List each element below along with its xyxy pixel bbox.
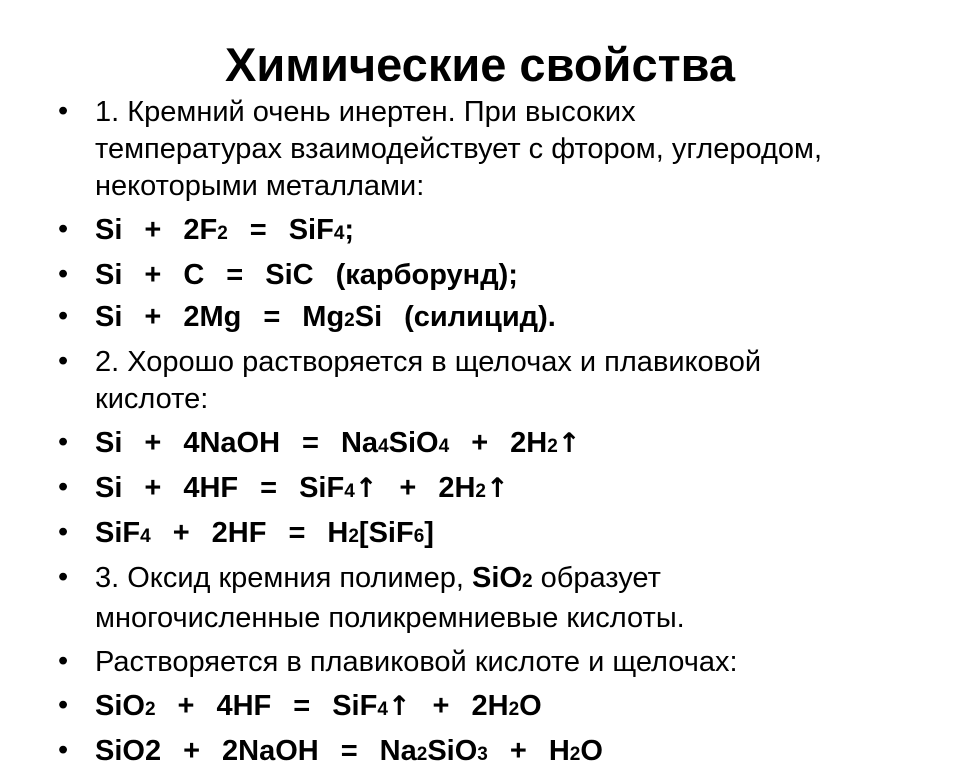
- equation-text: SiF4 + 2HF = H2[SiF6]: [95, 517, 434, 549]
- text-item: [58, 94, 938, 205]
- bullet-icon: •: [58, 258, 69, 290]
- equation-text: Si + 2F2 = SiF4;: [95, 214, 355, 246]
- subscript: 2: [508, 699, 520, 720]
- up-arrow-icon: ↑: [486, 473, 509, 504]
- subscript: 4: [344, 481, 355, 502]
- up-arrow-icon: ↑: [557, 428, 581, 459]
- subscript: 2: [217, 223, 228, 244]
- bullet-icon: •: [58, 95, 69, 127]
- text-line: многочисленные поликремниевые кислоты.: [95, 602, 685, 634]
- formula-inline: SiO2: [471, 562, 533, 594]
- text-line: 1. Кремний очень инертен. При высоких: [95, 96, 636, 128]
- subscript: 4: [438, 436, 450, 457]
- subscript: 4: [140, 526, 151, 547]
- text-item: [58, 344, 938, 418]
- bullet-icon: •: [58, 645, 69, 677]
- slide-title: Химические свойства: [224, 38, 736, 91]
- up-arrow-icon: ↑: [354, 473, 378, 504]
- subscript: 6: [413, 526, 425, 547]
- equation-item: [58, 257, 938, 294]
- bullet-icon: •: [58, 689, 69, 721]
- bullet-icon: •: [58, 426, 69, 458]
- equation-text: SiO2 + 2NaOH = Na2SiO3 + H2O: [95, 735, 603, 767]
- equation-item: [58, 733, 938, 773]
- bullet-icon: •: [58, 213, 69, 245]
- bullet-icon: •: [58, 734, 69, 766]
- subscript: 2: [344, 310, 355, 331]
- subscript: 2: [475, 481, 486, 502]
- text-line: некоторыми металлами:: [95, 170, 425, 202]
- bullet-icon: •: [58, 471, 69, 503]
- equation-text: Si + C = SiC (карборунд);: [95, 259, 518, 291]
- equation-item: [58, 688, 938, 728]
- equation-item: [58, 299, 938, 339]
- bullet-icon: •: [58, 300, 69, 332]
- equation-item: [58, 212, 938, 252]
- subscript: 2: [569, 744, 581, 765]
- bullet-icon: •: [58, 516, 69, 548]
- equation-text: Si + 2Mg = Mg2Si (силицид).: [95, 301, 556, 333]
- equation-text: SiO2 + 4HF = SiF4↑ + 2H2O: [95, 690, 542, 722]
- equation-item: [58, 425, 938, 465]
- subscript: 4: [333, 223, 345, 244]
- subscript: 2: [348, 526, 359, 547]
- subscript: 2: [547, 436, 558, 457]
- text-item: [58, 560, 938, 637]
- subscript: 4: [377, 699, 388, 720]
- text-item: [58, 644, 938, 681]
- item-text: [95, 96, 822, 202]
- properties-list: [58, 94, 938, 778]
- bullet-icon: •: [58, 345, 69, 377]
- equation-text: Si + 4NaOH = Na4SiO4 + 2H2↑: [95, 427, 581, 459]
- text-line: 2. Хорошо растворяется в щелочах и плавиковой: [95, 346, 762, 378]
- equation-item: [58, 515, 938, 555]
- item-text: [95, 646, 738, 678]
- subscript: 2: [144, 699, 156, 720]
- text-line: кислоте:: [95, 383, 209, 415]
- subscript: 2: [521, 571, 533, 592]
- item-text: [95, 346, 761, 415]
- subscript: 2: [416, 744, 428, 765]
- equation-text: Si + 4HF = SiF4↑ + 2H2↑: [95, 472, 509, 504]
- equation-item: [58, 470, 938, 510]
- bullet-icon: •: [58, 561, 69, 593]
- item-text: [95, 562, 685, 634]
- subscript: 3: [477, 744, 488, 765]
- subscript: 4: [378, 436, 389, 457]
- up-arrow-icon: ↑: [387, 691, 411, 722]
- text-line: Растворяется в плавиковой кислоте и щелочах:: [95, 646, 738, 678]
- text-line: температурах взаимодействует с фтором, углеродом,: [95, 133, 823, 165]
- text-line: 3. Оксид кремния полимер, SiO2 образует: [95, 562, 661, 594]
